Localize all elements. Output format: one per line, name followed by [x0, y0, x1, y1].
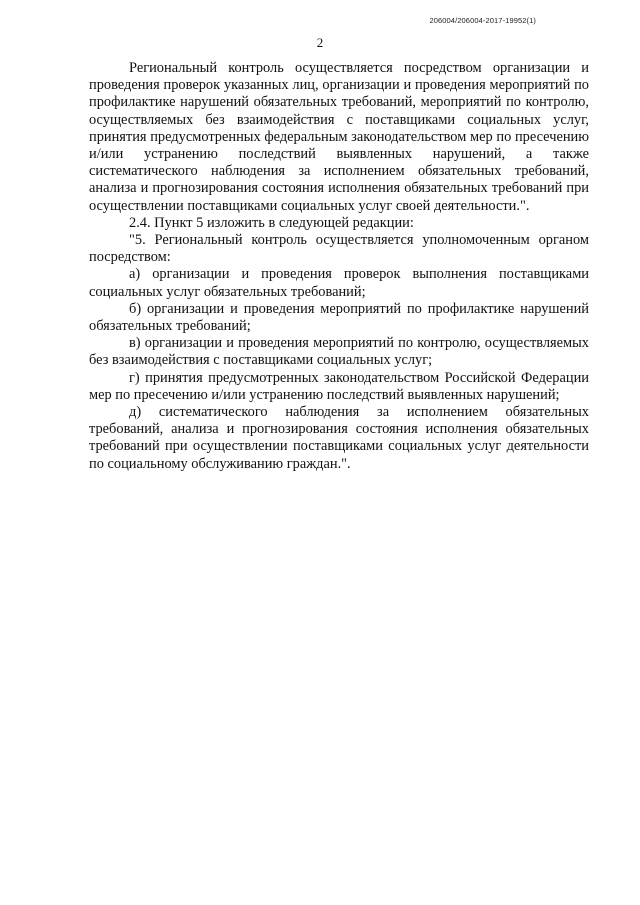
list-item-d: д) систематического наблюдения за исполнением обязательных требований, анализа и прогнозирования состояния исполнения обязательных требований при осуществлении поставщиками социальных услуг деятельности по социальному обслуживанию граждан.". [89, 404, 589, 472]
list-item-b: б) организации и проведения мероприятий по профилактике нарушений обязательных требований; [89, 300, 589, 335]
document-id: 206004/206004-2017-19952(1) [429, 16, 536, 25]
list-item-g: г) принятия предусмотренных законодательством Российской Федерации мер по пресечению и/или устранению последствий выявленных нарушений; [89, 369, 589, 403]
document-body [89, 60, 589, 473]
page-number: 2 [316, 35, 324, 50]
paragraph-amendment-2-4: 2.4. Пункт 5 изложить в следующей редакции: [129, 214, 414, 231]
list-item-a: а) организации и проведения проверок выполнения поставщиками социальных услуг обязательных требований; [89, 266, 589, 300]
paragraph-item-5: "5. Региональный контроль осуществляется уполномоченным органом посредством: [89, 232, 589, 266]
list-item-v: в) организации и проведения мероприятий по контролю, осуществляемых без взаимодействия с поставщиками социальных услуг; [89, 335, 589, 369]
paragraph-regional-control: Региональный контроль осуществляется посредством организации и проведения проверок указанных лиц, организации и проведения мероприятий по профилактике нарушений обязательных требований, мероприятий по контролю, осуществляемых без взаимодействия с поставщиками социальных услуг, принятия предусмотренных федеральным законодательством мер по пресечению и/или устранению последствий выявленных нарушений, а также систематического наблюдения за исполнением обязательных требований, анализа и прогнозирования состояния исполнения обязательных требований при осуществлении поставщиками социальных услуг своей деятельности.". [89, 60, 589, 214]
